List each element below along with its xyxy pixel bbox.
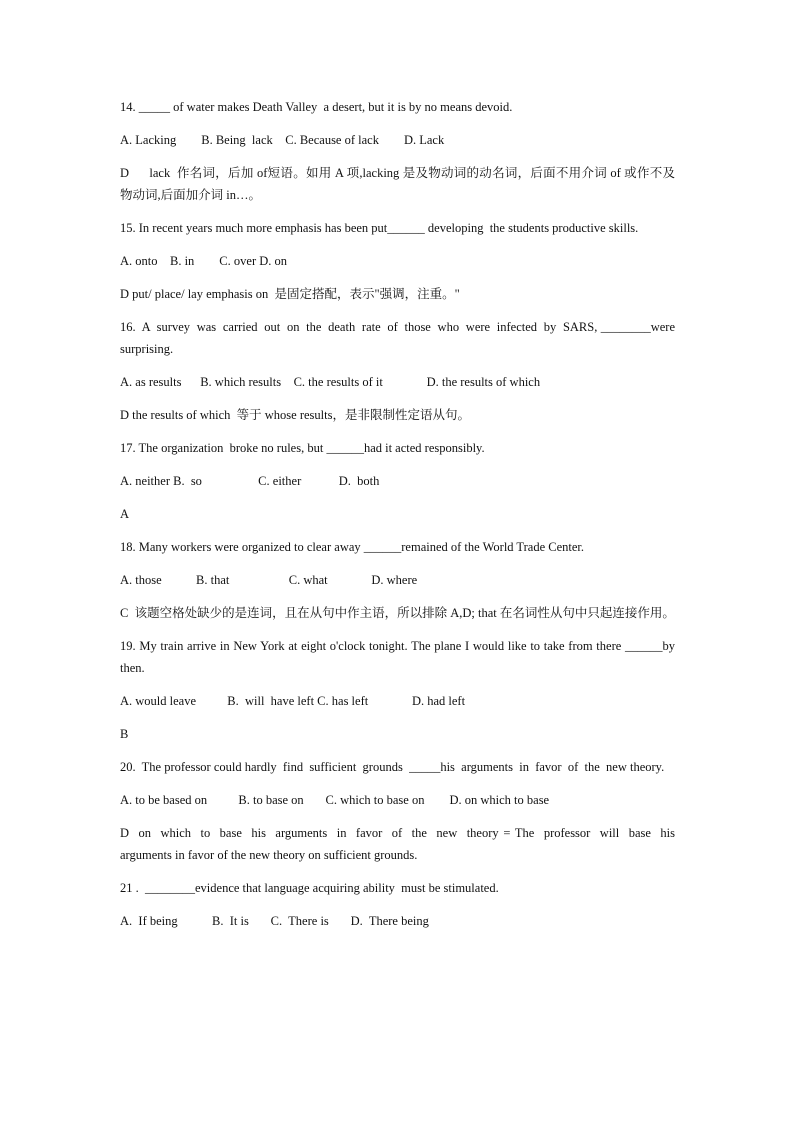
answer-17: A	[120, 507, 130, 521]
options-16: A. as results B. which results C. the results of it D. the results of which	[120, 375, 541, 389]
answer-15: D put/ place/ lay emphasis on 是固定搭配，表示"强调，注重。"	[120, 287, 460, 301]
answer-18: C 该题空格处缺少的是连词，且在从句中作主语，所以排除 A,D; that 在名词性从句中只起连接作用。	[120, 606, 675, 620]
answer-16: D the results of which 等于 whose results，是非限制性定语从句。	[120, 408, 470, 422]
question-20: 20. The professor could hardly find sufficient grounds _____his arguments in favor of the new theory.	[120, 760, 665, 774]
question-19: 19. My train arrive in New York at eight o'clock tonight. The plane I would like to take from there ______by then.	[120, 639, 679, 675]
answer-14: D lack 作名词，后加 of短语。如用 A 项,lacking 是及物动词的动名词，后面不用介词 of 或作不及物动词,后面加介词 in…。	[120, 166, 675, 202]
question-14: 14. _____ of water makes Death Valley a desert, but it is by no means devoid.	[120, 100, 513, 114]
options-17: A. neither B. so C. either D. both	[120, 474, 380, 488]
options-21: A. If being B. It is C. There is D. There being	[120, 914, 429, 928]
options-14: A. Lacking B. Being lack C. Because of lack D. Lack	[120, 133, 445, 147]
question-17: 17. The organization broke no rules, but ______had it acted responsibly.	[120, 441, 485, 455]
question-18: 18. Many workers were organized to clear away ______remained of the World Trade Center.	[120, 540, 585, 554]
options-15: A. onto B. in C. over D. on	[120, 254, 288, 268]
answer-20: D on which to base his arguments in favor of the new theory = The professor will base his arguments in favor of the new theory on sufficient grounds.	[120, 826, 679, 862]
options-20: A. to be based on B. to base on C. which to base on D. on which to base	[120, 793, 550, 807]
answer-19: B	[120, 727, 129, 741]
document-page	[120, 96, 679, 943]
options-19: A. would leave B. will have left C. has left D. had left	[120, 694, 466, 708]
options-18: A. those B. that C. what D. where	[120, 573, 418, 587]
question-15: 15. In recent years much more emphasis has been put______ developing the students productive skills.	[120, 221, 639, 235]
question-21: 21 . ________evidence that language acquiring ability must be stimulated.	[120, 881, 499, 895]
question-16: 16. A survey was carried out on the death rate of those who were infected by SARS, ________were surprising.	[120, 320, 679, 356]
